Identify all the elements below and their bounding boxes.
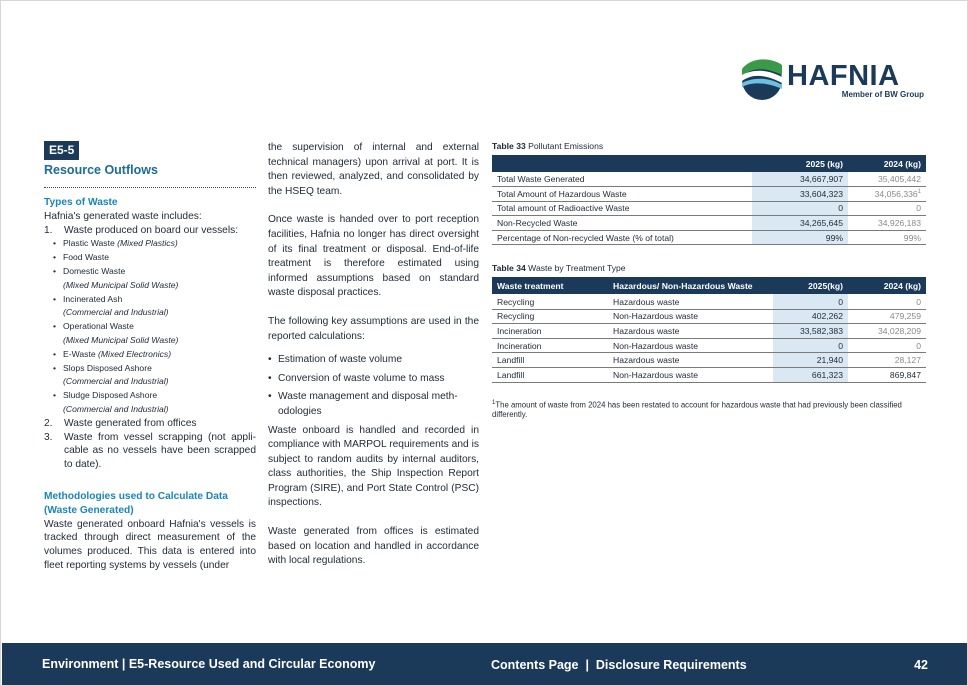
value-2025: 0 bbox=[752, 201, 848, 216]
value-2024: 869,847 bbox=[848, 367, 926, 382]
methodologies-heading: Methodologies used to Calculate Data (Waste Generated) bbox=[44, 490, 228, 516]
hazard-class-cell: Hazardous waste bbox=[608, 324, 773, 339]
hazard-class-cell: Hazardous waste bbox=[608, 294, 773, 309]
table-row bbox=[492, 201, 926, 216]
value-2025: 99% bbox=[752, 230, 848, 245]
logo-tagline: Member of BW Group bbox=[841, 90, 924, 99]
pollutant-emissions-table bbox=[492, 155, 926, 245]
value-2024 bbox=[848, 187, 926, 202]
table-title: Waste by Treatment Type bbox=[525, 263, 626, 274]
hazard-class-cell: Non-Hazardous waste bbox=[608, 309, 773, 324]
page-footer bbox=[2, 643, 968, 686]
footnote-text: The amount of waste from 2024 has been restated to account for hazardous waste that had previously been classified differently. bbox=[492, 400, 902, 419]
hafnia-wave-icon bbox=[741, 59, 783, 101]
table-row bbox=[492, 324, 926, 339]
sub-item-note: (Mixed Municipal Solid Waste) bbox=[63, 279, 179, 290]
footnote-marker: 1 bbox=[917, 189, 921, 196]
row-label: Total Amount of Hazardous Waste bbox=[492, 187, 752, 202]
hazard-class-cell: Non-Hazardous waste bbox=[608, 338, 773, 353]
hafnia-logo bbox=[741, 57, 931, 103]
value-2025: 34,667,907 bbox=[752, 172, 848, 187]
list-item: • Waste management and disposal meth-odologies bbox=[268, 390, 479, 419]
logo-wordmark: HAFNIA bbox=[787, 60, 900, 92]
table-row bbox=[492, 216, 926, 231]
sub-item-note: (Commercial and Industrial) bbox=[63, 403, 169, 414]
value-2025: 402,262 bbox=[773, 309, 848, 324]
sub-list-item bbox=[53, 265, 256, 279]
footer-navigation bbox=[491, 658, 747, 672]
table-header-row bbox=[492, 277, 926, 294]
paragraph: Once waste is handed over to port reception facilities, Hafnia no longer has direct oversight of its final treatment or disposal. End-of-life treatment is therefore estimated using informed assumptions based on standard waste disposal practices. bbox=[268, 214, 479, 299]
list-item-text: Waste generated from offices bbox=[64, 417, 197, 429]
column-middle bbox=[268, 141, 479, 583]
footnote-marker: 1 bbox=[492, 399, 496, 406]
list-number: 3. bbox=[44, 431, 53, 443]
sub-item-label: E-Waste bbox=[63, 348, 99, 359]
table-row bbox=[492, 367, 926, 382]
sub-item-label: Plastic Waste bbox=[63, 238, 118, 249]
sub-list-item bbox=[53, 320, 256, 334]
table-row bbox=[492, 172, 926, 187]
column-header: 2024 (kg) bbox=[848, 277, 926, 294]
table-row bbox=[492, 294, 926, 309]
sub-list-item bbox=[53, 362, 256, 376]
list-item bbox=[44, 224, 256, 238]
sub-item-note: (Mixed Plastics) bbox=[117, 238, 178, 249]
types-of-waste-heading: Types of Waste bbox=[44, 197, 118, 208]
table-row bbox=[492, 338, 926, 353]
value-2025: 21,940 bbox=[773, 353, 848, 368]
table-number: Table 33 bbox=[492, 141, 526, 151]
list-item-text: Waste from vessel scrapping (not appli-cable as no vessels have been scrapped to date). bbox=[64, 431, 256, 471]
hazard-class-cell: Non-Hazardous waste bbox=[608, 367, 773, 382]
row-label: Total Waste Generated bbox=[492, 172, 752, 187]
sub-list-item bbox=[53, 237, 256, 251]
footer-section-label: Environment | E5-Resource Used and Circular Economy bbox=[42, 657, 376, 671]
footer-separator: | bbox=[578, 658, 596, 672]
column-right bbox=[492, 141, 926, 419]
value-2024: 34,028,209 bbox=[848, 324, 926, 339]
table-33-caption bbox=[492, 141, 926, 151]
paragraph: the supervision of internal and external technical managers) upon arrival at port. It is then reviewed, analyzed, and consolidated by the HSEQ team. bbox=[268, 142, 479, 197]
value-2024: 0 bbox=[848, 201, 926, 216]
table-row bbox=[492, 187, 926, 202]
sub-item-label: Operational Waste bbox=[63, 321, 134, 332]
table-header-row bbox=[492, 155, 926, 172]
contents-page-link[interactable]: Contents Page bbox=[491, 658, 579, 672]
column-left bbox=[44, 141, 256, 573]
value-2024: 35,405,442 bbox=[848, 172, 926, 187]
paragraph: Waste generated from offices is estimated based on location and handled in accordance with local regulations. bbox=[268, 526, 479, 567]
list-number: 1. bbox=[44, 224, 53, 236]
value-2025: 33,604,323 bbox=[752, 187, 848, 202]
sub-item-label: Domestic Waste bbox=[63, 265, 126, 276]
paragraph: The following key assumptions are used in the reported calculations: bbox=[268, 315, 479, 342]
sub-item-note: (Commercial and Industrial) bbox=[63, 376, 169, 387]
value-2025: 661,323 bbox=[773, 367, 848, 382]
column-header: Hazardous/ Non-Hazardous Waste bbox=[608, 277, 773, 294]
column-header bbox=[492, 155, 752, 172]
value-2024: 28,127 bbox=[848, 353, 926, 368]
waste-by-treatment-table bbox=[492, 277, 926, 382]
table-number: Table 34 bbox=[492, 263, 526, 274]
sub-item-label: Sludge Disposed Ashore bbox=[63, 390, 158, 401]
sub-list-item bbox=[53, 348, 256, 362]
value-2025: 34,265,645 bbox=[752, 216, 848, 231]
column-header: 2025 (kg) bbox=[752, 155, 848, 172]
column-header: Waste treatment bbox=[492, 277, 608, 294]
sub-item-note: (Mixed Electronics) bbox=[98, 348, 172, 359]
value-2024: 479,259 bbox=[848, 309, 926, 324]
table-row bbox=[492, 230, 926, 245]
list-number: 2. bbox=[44, 417, 53, 429]
table-row bbox=[492, 309, 926, 324]
list-item bbox=[44, 417, 256, 431]
value-2024: 34,926,183 bbox=[848, 216, 926, 231]
sub-list-item bbox=[53, 389, 256, 403]
list-item-text: Waste produced on board our vessels: bbox=[64, 224, 239, 236]
treatment-cell: Landfill bbox=[492, 367, 608, 382]
methodologies-text: Waste generated onboard Hafnia's vessels is tracked through direct measurement of the volumes produced. This data is entered into fleet reporting systems by vessels (under bbox=[44, 518, 256, 571]
assumptions-list bbox=[268, 353, 479, 419]
table-title: Pollutant Emissions bbox=[525, 141, 604, 151]
value-2024: 0 bbox=[848, 338, 926, 353]
types-intro: Hafnia's generated waste includes: bbox=[44, 210, 202, 222]
value-text: 34,056,336 bbox=[874, 188, 918, 199]
column-header: 2025(kg) bbox=[773, 277, 848, 294]
treatment-cell: Incineration bbox=[492, 324, 608, 339]
sub-list-item bbox=[53, 293, 256, 307]
row-label: Total amount of Radioactive Waste bbox=[492, 201, 752, 216]
vessel-waste-list bbox=[44, 237, 256, 416]
hazard-class-cell: Hazardous waste bbox=[608, 353, 773, 368]
sub-item-note: (Mixed Municipal Solid Waste) bbox=[63, 334, 179, 345]
table-34-caption bbox=[492, 263, 926, 273]
value-2025: 0 bbox=[773, 294, 848, 309]
list-item bbox=[44, 431, 256, 472]
row-label: Percentage of Non-recycled Waste (% of total) bbox=[492, 230, 752, 245]
value-2024: 0 bbox=[848, 294, 926, 309]
page-number: 42 bbox=[914, 658, 928, 672]
table-row bbox=[492, 353, 926, 368]
value-2024: 99% bbox=[848, 230, 926, 245]
paragraph: Waste onboard is handled and recorded in compliance with MARPOL requirements and is subject to random audits by internal auditors, class authorities, the Ship Inspection Report Program (SIRE), and Port State Control (PSC) inspections. bbox=[268, 424, 479, 509]
row-label: Non-Recycled Waste bbox=[492, 216, 752, 231]
treatment-cell: Landfill bbox=[492, 353, 608, 368]
column-header: 2024 (kg) bbox=[848, 155, 926, 172]
treatment-cell: Recycling bbox=[492, 294, 608, 309]
section-title: Resource Outflows bbox=[44, 163, 158, 177]
value-2025: 0 bbox=[773, 338, 848, 353]
table-footnote bbox=[492, 399, 926, 420]
list-item: • Estimation of waste volume bbox=[268, 353, 479, 368]
list-item: • Conversion of waste volume to mass bbox=[268, 372, 479, 387]
section-badge: E5-5 bbox=[44, 141, 79, 160]
disclosure-requirements-link[interactable]: Disclosure Requirements bbox=[595, 658, 747, 672]
sub-item-label: Food Waste bbox=[63, 252, 110, 263]
sub-item-label: Incinerated Ash bbox=[63, 293, 123, 304]
treatment-cell: Incineration bbox=[492, 338, 608, 353]
treatment-cell: Recycling bbox=[492, 309, 608, 324]
sub-list-item bbox=[53, 251, 256, 265]
sub-item-label: Slops Disposed Ashore bbox=[63, 362, 152, 373]
dotted-divider bbox=[44, 187, 256, 188]
value-2025: 33,582,383 bbox=[773, 324, 848, 339]
sub-item-note: (Commercial and Industrial) bbox=[63, 307, 169, 318]
